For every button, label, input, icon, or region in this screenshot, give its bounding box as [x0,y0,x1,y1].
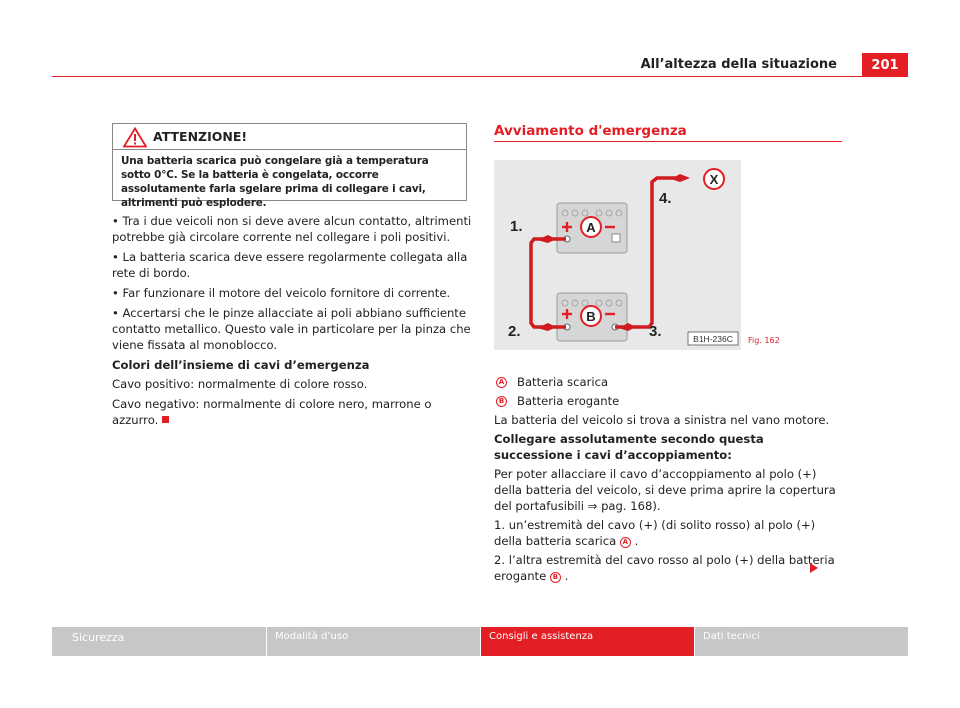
tab-dati-tecnici[interactable]: Dati tecnici [694,627,908,656]
step-2-period: . [564,569,569,583]
bullet-4: • Accertarsi che le pinze allacciate ai poli abbiano sufficiente contatto metallico. Questo vale in particolare per la pinza che viene fissata al monoblocco. [112,305,471,352]
left-column [112,213,472,432]
negative-cable-paragraph [112,396,472,428]
warning-title: ATTENZIONE! [153,129,248,144]
figure-code: B1H-236C [693,334,733,344]
step-2-key: B [550,572,561,583]
step-2-text [494,552,846,584]
tab-modalita-uso[interactable]: Modalità d’uso [266,627,480,656]
step-1-key: A [620,537,631,548]
continue-arrow-icon [810,563,818,573]
section-title: Avviamento d'emergenza [494,123,687,139]
jump-start-diagram [494,160,741,350]
step-2-body: 2. l’altra estremità del cavo rosso al polo (+) della batteria erogante [494,553,835,583]
cable-colors-heading: Colori dell’insieme di cavi d’emergenza [112,357,370,372]
legend-key-a: A [496,377,507,388]
warning-box [112,123,467,209]
tab-consigli-assistenza[interactable]: Consigli e assistenza [480,627,694,656]
warning-triangle-icon [123,127,147,148]
callout-a [581,217,601,237]
step-1-label: 1. [510,218,523,235]
footer-tabs [52,627,908,656]
step-3-label: 3. [649,323,662,340]
bullet-1: • Tra i due veicoli non si deve avere alcun contatto, altrimenti potrebbe già circolare corrente nel collegare i poli positivi. [112,214,472,245]
callout-x-letter: X [709,172,719,187]
negative-cable-text: Cavo negativo: normalmente di colore nero, marrone o azzurro. [112,397,432,428]
clamp-1 [537,235,556,243]
header-rule [52,76,908,77]
legend-text-b: Batteria erogante [517,394,620,408]
right-column [494,374,846,587]
callout-b [581,306,601,326]
step-2-label: 2. [508,323,521,340]
clamp-4 [671,174,690,182]
order-heading: Collegare assolutamente secondo questa successione i cavi d’accoppiamento: [494,432,764,462]
page-number: 201 [862,53,908,77]
cover-paragraph: Per poter allacciare il cavo d’accoppiamento al polo (+) della batteria del veicolo, si deve prima aprire la copertura del portafusibili ⇒ pag. 168). [494,467,836,513]
step-1-text [494,517,846,549]
bullet-3: • Far funzionare il motore del veicolo fornitore di corrente. [112,285,451,300]
page-header-title: All’altezza della situazione [640,57,837,72]
bullet-2: • La batteria scarica deve essere regolarmente collegata alla rete di bordo. [112,249,468,281]
clamp-2 [537,323,556,331]
step-1-period: . [634,534,639,548]
step-1-body: 1. un’estremità del cavo (+) (di solito rosso) al polo (+) della batteria scarica [494,518,816,548]
tab-sicurezza[interactable]: Sicurezza [52,627,266,656]
callout-b-letter: B [586,309,596,324]
callout-a-letter: A [586,220,596,235]
positive-cable-text: Cavo positivo: normalmente di colore rosso. [112,377,368,392]
step-4-label: 4. [659,190,672,207]
warning-text: Una batteria scarica può congelare già a temperatura sotto 0°C. Se la batteria è congelata, occorre assolutamente farla sgelare prima di collegare i cavi, altrimenti può esplodere. [121,155,429,209]
legend-key-b: B [496,396,507,407]
callout-x [704,169,724,189]
end-of-section-marker [162,416,169,423]
legend-row-b [494,393,846,409]
legend-row-a [494,374,846,390]
figure-label: Fig. 162 [748,336,780,345]
warning-header [113,124,466,150]
jump-start-figure [494,160,741,350]
section-rule [494,141,842,142]
intro-paragraph: La batteria del veicolo si trova a sinistra nel vano motore. [494,413,830,427]
legend-text-a: Batteria scarica [517,375,609,389]
